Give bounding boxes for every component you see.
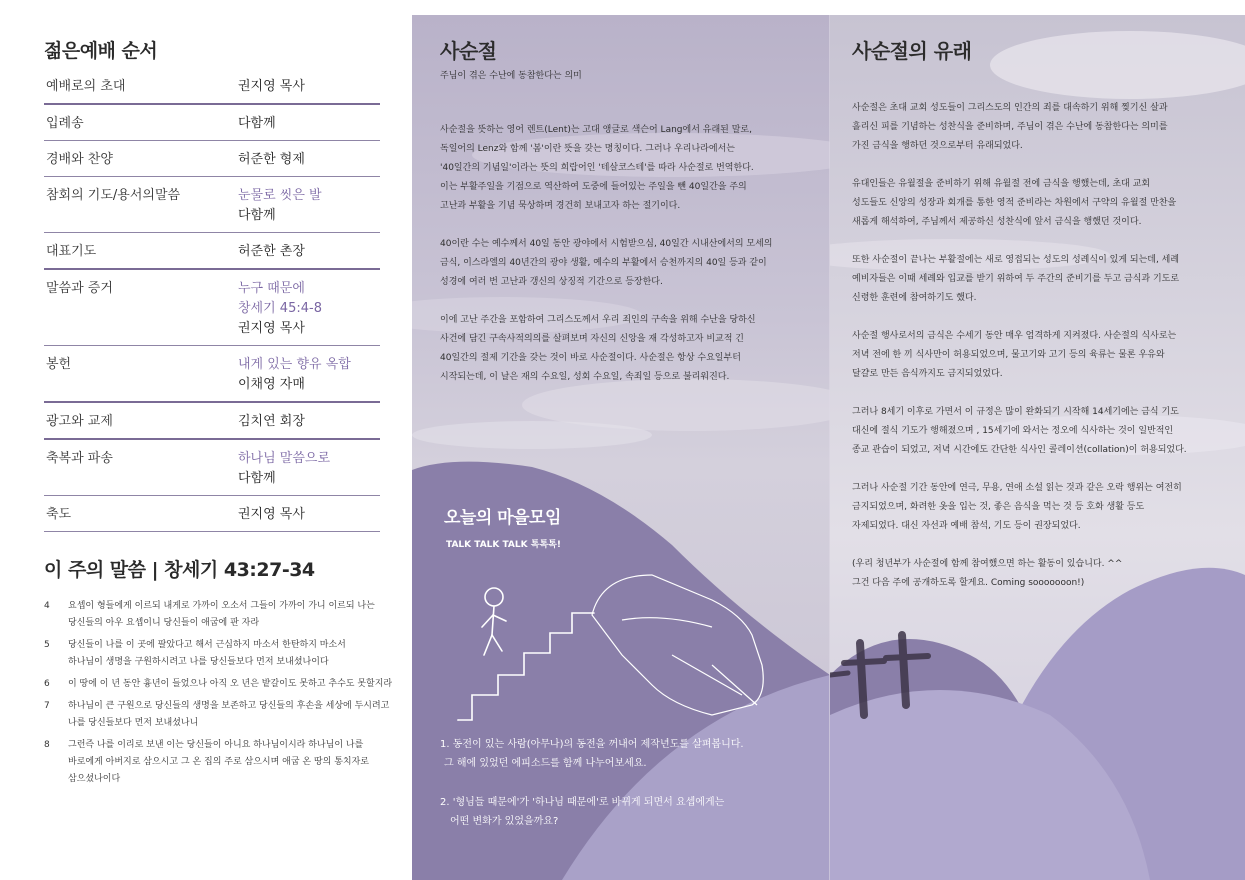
verse-line: 요셉이 형들에게 이르되 내게로 가까이 오소서 그들이 가까이 가니 이르되 나는 xyxy=(68,601,375,611)
verse-item xyxy=(44,698,404,732)
order-person: 허준한 형제 xyxy=(238,152,305,167)
order-row xyxy=(44,403,380,440)
paragraph-line: 그건 다음 주에 공개하도록 할게요. Coming sooooooon!) xyxy=(852,578,1085,588)
origin-paragraph xyxy=(852,403,1237,460)
verse-line: 당신들이 나를 이 곳에 팔았다고 해서 근심하지 마소서 한탄하지 마소서 xyxy=(68,640,346,650)
paragraph-line: 독일어의 Lenz와 함께 '봄'이란 뜻을 갖는 명칭이다. 그러나 우리나라에서는 xyxy=(440,144,735,154)
order-item: 축복과 파송 xyxy=(46,451,113,466)
order-highlight-text: 하나님 말씀으로 xyxy=(238,451,331,466)
order-row xyxy=(44,233,380,270)
order-row xyxy=(44,270,380,346)
paragraph-line: 또한 사순절이 끝나는 부활절에는 새로 영접되는 성도의 성례식이 있게 되는데, 세례 xyxy=(852,255,1180,265)
order-item: 봉헌 xyxy=(46,357,72,372)
order-person: 권지영 목사 xyxy=(238,321,305,336)
order-person: 다함께 xyxy=(238,116,276,131)
paragraph-line: 그러나 사순절 기간 동안에 연극, 무용, 연애 소설 읽는 것과 같은 오락 행위는 여전히 xyxy=(852,483,1182,493)
order-highlight-text: 내게 있는 향유 옥합 xyxy=(238,357,351,372)
order-table xyxy=(44,68,380,532)
paragraph-line: 이에 고난 주간을 포함하여 그리스도께서 우리 죄인의 구속을 위해 수난을 당하신 xyxy=(440,315,756,325)
village-title: 오늘의 마을모임 xyxy=(444,508,561,528)
paragraph-line: 가진 금식을 행하던 것으로부터 유래되었다. xyxy=(852,141,1023,151)
order-leader xyxy=(238,449,380,489)
order-title: 젊은예배 순서 xyxy=(44,40,158,62)
village-subtitle: TALK TALK TALK 톡톡톡! xyxy=(446,540,561,550)
paragraph-line: 성경에 여러 번 고난과 갱신의 상징적 기간으로 등장한다. xyxy=(440,277,663,287)
paragraph-line: 흘리신 피를 기념하는 성찬식을 준비하며, 주님이 겪은 수난에 동참한다는 의미를 xyxy=(852,122,1168,132)
question-1: 1. 동전이 있는 사람(아무나)의 동전을 꺼내어 제작년도를 살펴봅니다. 그 해에 있었던 에피소드를 함께 나누어보세요. xyxy=(440,739,744,769)
question-2: 2. '형님들 때문에'가 '하나님 때문에'로 바뀌게 되면서 요셉에게는 어떤 변화가 있었을까요? xyxy=(440,797,725,827)
verse-item xyxy=(44,598,404,632)
paragraph-line: 시작되는데, 이 날은 재의 수요일, 성회 수요일, 속죄일 등으로 불리워진다. xyxy=(440,372,730,382)
verse-list xyxy=(44,598,404,793)
paragraph-line: 40이란 수는 예수께서 40일 동안 광야에서 시험받으심, 40일간 시내산에서의 모세의 xyxy=(440,239,773,249)
order-leader xyxy=(238,150,380,170)
verse-line: 그런즉 나를 이리로 보낸 이는 당신들이 아니요 하나님이시라 하나님이 나를 xyxy=(68,740,364,750)
lent-panel xyxy=(412,15,830,880)
origin-paragraph xyxy=(852,479,1237,536)
lent-paragraph xyxy=(440,121,820,216)
order-row xyxy=(44,346,380,403)
order-item: 참회의 기도/용서의말씀 xyxy=(46,188,181,203)
order-leader xyxy=(238,114,380,134)
paragraph-line: 사순절은 초대 교회 성도들이 그리스도의 인간의 죄를 대속하기 위해 찢기신 살과 xyxy=(852,103,1168,113)
paragraph-line: 유대인들은 유월절을 준비하기 위해 유월절 전에 금식을 행했는데, 초대 교회 xyxy=(852,179,1151,189)
order-highlight-text: 창세기 45:4-8 xyxy=(238,301,322,316)
order-highlight-text: 눈물로 씻은 발 xyxy=(238,188,322,203)
verse-line: 하나님이 큰 구원으로 당신들의 생명을 보존하고 당신들의 후손을 세상에 두시려고 xyxy=(68,701,390,711)
verse-text xyxy=(68,698,404,732)
order-item: 예배로의 초대 xyxy=(46,79,126,94)
paragraph-line: 그러나 8세기 이후로 가면서 이 규정은 많이 완화되기 시작해 14세기에는 금식 기도 xyxy=(852,407,1179,417)
origin-paragraph xyxy=(852,327,1237,384)
order-leader xyxy=(238,77,380,97)
paragraph-line: 종교 관습이 되었고, 저녁 시간에도 간단한 식사인 콜레이션(collation)이 허용되었다. xyxy=(852,445,1187,455)
verse-number: 7 xyxy=(44,701,50,711)
paragraph-line: '40일간의 기념일'이라는 뜻의 희랍어인 '테살코스테'를 따라 사순절로 번역한다. xyxy=(440,163,754,173)
order-item: 대표기도 xyxy=(46,244,97,259)
order-person: 허준한 촌장 xyxy=(238,244,305,259)
left-panel xyxy=(0,0,412,880)
paragraph-line: 40일간의 절제 기간을 갖는 것이 바로 사순절이다. 사순절은 항상 수요일부터 xyxy=(440,353,741,363)
verse-line: 이 땅에 이 년 동안 흉년이 들었으나 아직 오 년은 밭갈이도 못하고 추수도 못할지라 xyxy=(68,679,393,689)
paragraph-line: (우리 청년부가 사순절에 함께 참여했으면 하는 활동이 있습니다. ^^ xyxy=(852,559,1123,569)
order-highlight-text: 누구 때문에 xyxy=(238,281,305,296)
paragraph-line: 금식, 이스라엘의 40년간의 광야 생활, 예수의 부활에서 승천까지의 40일 등과 같이 xyxy=(440,258,767,268)
order-leader xyxy=(238,242,380,262)
paragraph-line: 달걀로 만든 음식까지도 금지되었었다. xyxy=(852,369,1003,379)
paragraph-line: 새롭게 해석하여, 주님께서 제공하신 성찬식에 앞서 금식을 행했던 것이다. xyxy=(852,217,1142,227)
verse-line: 당신들의 아우 요셉이니 당신들이 애굽에 판 자라 xyxy=(68,618,260,628)
verse-number: 6 xyxy=(44,679,50,689)
origin-paragraph xyxy=(852,251,1237,308)
order-person: 다함께 xyxy=(238,208,276,223)
origin-paragraph xyxy=(852,555,1237,593)
paragraph-line: 이는 부활주일을 기점으로 역산하여 도중에 들어있는 주일을 뺀 40일간을 주의 xyxy=(440,182,747,192)
paragraph-line: 자제되었다. 대신 자선과 예배 참석, 기도 등이 권장되었다. xyxy=(852,521,1081,531)
verse-text xyxy=(68,637,404,671)
order-leader xyxy=(238,412,380,432)
paragraph-line: 예비자들은 이때 세례와 입교를 받기 위하여 두 주간의 준비기를 두고 금식과 기도로 xyxy=(852,274,1180,284)
paragraph-line: 저녁 전에 한 끼 식사만이 허용되었으며, 물고기와 고기 등의 육류는 물론 우유와 xyxy=(852,350,1165,360)
order-person: 다함께 xyxy=(238,471,276,486)
order-leader xyxy=(238,186,380,226)
order-row xyxy=(44,496,380,532)
verse-item xyxy=(44,737,404,788)
paragraph-line: 고난과 부활을 기념 묵상하며 경건히 보내고자 하는 절기이다. xyxy=(440,201,681,211)
origin-paragraph xyxy=(852,175,1237,232)
order-row xyxy=(44,68,380,105)
order-item: 축도 xyxy=(46,507,72,522)
verse-line: 삼으셨나이다 xyxy=(68,774,121,784)
origin-panel xyxy=(830,15,1245,880)
lent-paragraph xyxy=(440,311,820,387)
origin-paragraph xyxy=(852,99,1237,156)
lent-paragraph xyxy=(440,235,820,292)
order-person: 권지영 목사 xyxy=(238,79,305,94)
verse-item xyxy=(44,676,404,693)
order-leader xyxy=(238,355,380,395)
paragraph-line: 사건에 담긴 구속사적의의를 살펴보며 자신의 신앙을 재 각성하고자 비교적 긴 xyxy=(440,334,744,344)
order-item: 경배와 찬양 xyxy=(46,152,113,167)
verse-item xyxy=(44,637,404,671)
order-item: 광고와 교제 xyxy=(46,414,113,429)
order-person: 권지영 목사 xyxy=(238,507,305,522)
order-row xyxy=(44,105,380,141)
order-row xyxy=(44,177,380,233)
order-leader xyxy=(238,505,380,525)
order-person: 이채영 자매 xyxy=(238,377,305,392)
order-item: 말씀과 증거 xyxy=(46,281,113,296)
verse-line: 바로에게 아버지로 삼으시고 그 온 집의 주로 삼으시며 애굽 온 땅의 통치자로 xyxy=(68,757,369,767)
paragraph-line: 사순절 행사로서의 금식은 수세기 동안 매우 엄격하게 지켜졌다. 사순절의 식사로는 xyxy=(852,331,1177,341)
verse-line: 하나님이 생명을 구원하시려고 나를 당신들보다 먼저 보내셨나이다 xyxy=(68,657,329,667)
paragraph-line: 대신에 절식 기도가 행해졌으며 , 15세기에 와서는 정오에 식사하는 것이 일반적인 xyxy=(852,426,1174,436)
lent-title: 사순절 xyxy=(440,39,497,63)
lent-subtitle: 주님이 겪은 수난에 동참한다는 의미 xyxy=(440,71,582,81)
verse-text xyxy=(68,737,404,788)
paragraph-line: 금지되었으며, 화려한 옷을 입는 것, 좋은 음식을 먹는 것 등 호화 생활 등도 xyxy=(852,502,1145,512)
verse-number: 5 xyxy=(44,640,50,650)
lent-body xyxy=(440,121,820,387)
paragraph-line: 성도들도 신앙의 성장과 회개를 통한 영적 준비라는 차원에서 구약의 유월절 만찬을 xyxy=(852,198,1177,208)
verse-text xyxy=(68,598,404,632)
order-item: 입례송 xyxy=(46,116,84,131)
origin-body xyxy=(852,99,1237,593)
verse-line: 나를 당신들보다 먼저 보내셨나니 xyxy=(68,718,199,728)
verse-text xyxy=(68,676,404,693)
order-row xyxy=(44,141,380,177)
order-leader xyxy=(238,279,380,339)
verse-number: 8 xyxy=(44,740,50,750)
word-title: 이 주의 말씀 | 창세기 43:27-34 xyxy=(44,559,315,581)
paragraph-line: 사순절을 뜻하는 영어 렌트(Lent)는 고대 앵글로 색슨어 Lang에서 유래된 말로, xyxy=(440,125,752,135)
verse-number: 4 xyxy=(44,601,50,611)
order-row xyxy=(44,440,380,496)
origin-title: 사순절의 유래 xyxy=(852,39,972,63)
paragraph-line: 신령한 훈련에 참여하기도 했다. xyxy=(852,293,977,303)
order-person: 김치연 회장 xyxy=(238,414,305,429)
